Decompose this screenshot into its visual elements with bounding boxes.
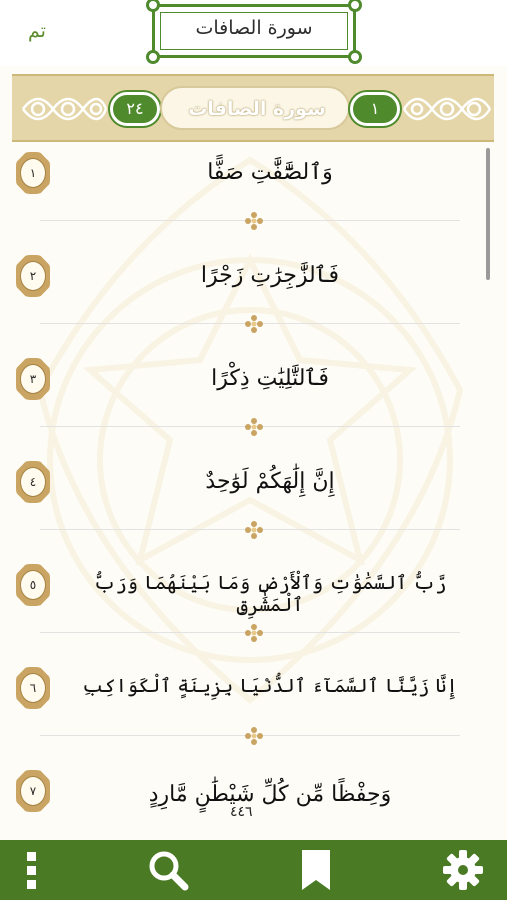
surah-header-band [12, 74, 494, 142]
bookmark-button[interactable] [286, 840, 346, 900]
plaque-corner [348, 0, 362, 12]
verse-text: إِنَّا زَيَّنَّا ٱلسَّمَآءَ ٱلدُّنْيَا بِزِينَةٍ ٱلْكَوَاكِبِ [82, 675, 458, 697]
verse-text: رَّبُّ ٱلسَّمَٰوَٰتِ وَٱلْأَرْضِ وَمَا بَيْنَهُمَا وَرَبُّ ٱلْمَشَٰرِقِ [93, 572, 447, 616]
verse-row[interactable] [0, 247, 507, 350]
verse-text: وَٱلصَّٰٓفَّٰتِ صَفًّا [207, 160, 333, 185]
search-icon [138, 840, 198, 900]
divider-flower-icon [245, 418, 263, 436]
more-menu-button[interactable] [2, 840, 62, 900]
verse-text: وَحِفْظًا مِّن كُلِّ شَيْطَٰنٍ مَّارِدٍ [148, 782, 392, 807]
verse-number: ٧ [20, 776, 46, 806]
verse-text: فَٱلتَّٰلِيَٰتِ ذِكْرًا [211, 366, 329, 391]
verse-text: فَٱلزَّٰجِرَٰتِ زَجْرًا [200, 263, 340, 288]
plaque-corner [146, 50, 160, 64]
band-ornament-left [18, 84, 108, 134]
search-button[interactable] [138, 840, 198, 900]
verse-number-marker [16, 564, 50, 606]
verse-number-marker [16, 152, 50, 194]
bookmark-icon [286, 840, 346, 900]
verse-number-marker [16, 770, 50, 812]
divider-flower-icon [245, 212, 263, 230]
verse-number: ٢ [20, 261, 46, 291]
divider-flower-icon [245, 315, 263, 333]
plaque-corner [348, 50, 362, 64]
verse-number: ٤ [20, 467, 46, 497]
surah-order-badge: ١ [350, 92, 400, 126]
verse-number-marker [16, 255, 50, 297]
verse-row[interactable] [0, 762, 507, 840]
gear-icon [433, 840, 493, 900]
verse-row[interactable] [0, 659, 507, 762]
settings-button[interactable] [433, 840, 493, 900]
more-vertical-icon [2, 840, 62, 900]
verse-number-marker [16, 461, 50, 503]
divider-flower-icon [245, 727, 263, 745]
verse-row[interactable] [0, 144, 507, 247]
surah-name: سورة الصافات [188, 98, 326, 120]
verse-number-marker [16, 358, 50, 400]
page-number: ٤٤٦ [230, 804, 253, 820]
verse-number-marker [16, 667, 50, 709]
page-title: سورة الصافات [195, 17, 313, 39]
verse-row[interactable] [0, 556, 507, 659]
divider-flower-icon [245, 624, 263, 642]
verse-row[interactable] [0, 350, 507, 453]
verse-count-badge: ٢٤ [110, 92, 160, 126]
band-ornament-right [402, 84, 492, 134]
surah-name-pill [160, 86, 350, 130]
verse-number: ٦ [20, 673, 46, 703]
verse-number: ٥ [20, 570, 46, 600]
top-bar [0, 0, 507, 66]
verse-text: إِنَّ إِلَٰهَكُمْ لَوَٰحِدٌ [205, 469, 335, 494]
verse-number: ١ [20, 158, 46, 188]
verse-number: ٣ [20, 364, 46, 394]
verse-row[interactable] [0, 453, 507, 556]
divider-flower-icon [245, 521, 263, 539]
title-plaque [152, 4, 356, 58]
bottom-toolbar [0, 840, 507, 900]
done-button[interactable]: تم [28, 20, 46, 42]
